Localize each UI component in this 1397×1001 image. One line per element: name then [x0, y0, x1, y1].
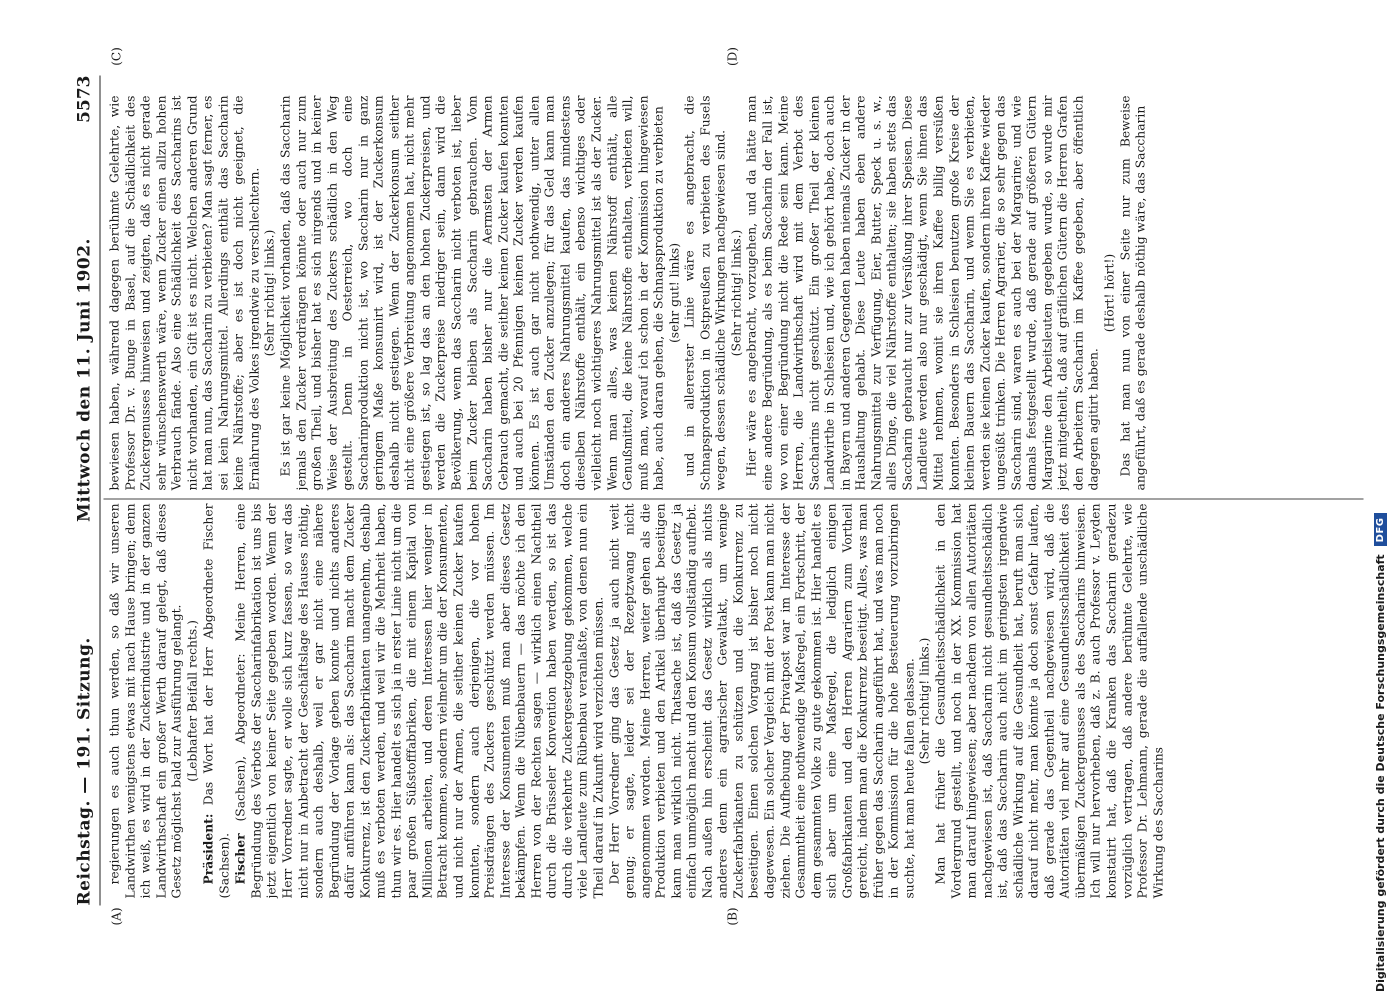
- dfg-credit-strip: [1369, 2, 1391, 992]
- column-divider: [104, 499, 1364, 500]
- margin-mark-d: (D): [725, 47, 740, 66]
- page-number: 5573: [74, 75, 95, 123]
- body-paragraph: regierungen es auch thun werden, so daß wir unseren Landwirthen wenigstens etwas mit nach Hause bringen; denn ich weiß, es wird in der Zuckerindustrie und in der ganzen Landwirthschaft ein großer Werth darauf gelegt, daß dieses Gesetz möglichst bald zur Ausführung gelangt.: [107, 503, 184, 899]
- rotated-page: [0, 1, 1397, 1001]
- margin-mark-b: (B): [725, 907, 740, 926]
- margin-mark-a: (A): [109, 907, 124, 926]
- interjection: (Sehr richtig! links.): [917, 637, 932, 765]
- body-paragraph: Der Herr Vorredner ging das Gesetz ja auch nicht weit genug; er sagte, leider sei der Rezeptzwang nicht angenommen worden. Meine Herren, weiter gehen als die Produktion verbieten und den Artikel überhaupt beseitigen kann man wirklich nicht. Thatsache ist, daß das Gesetz ja einfach unmöglich macht und den Konsum vollständig aufhebt. Nach außen hin erscheint das Gesetz wirklich als nichts anderes denn ein agrarischer Gewaltakt, um wenige Zuckerfabrikanten zu schützen und die Konkurrenz zu beseitigen. Einen solchen Vorgang ist bisher noch nicht dagewesen. Ein solcher Vergleich mit der Post kann man nicht ziehen. Die Aufhebung der Privatpost war im Interesse der Gesammtheit eine nothwendige Maßregel, ein Fortschritt, der dem gesammten Volke zu gute gekommen ist. Hier handelt es sich aber um eine Maßregel, die lediglich einigen Großfabrikanten und den Herren Agrariern zum Vortheil gereicht, indem man die Konkurrenz beseitigt. Alles, was man früher gegen das Saccharin angeführt hat, und was man noch in der Kommission für die hohe Besteuerung vorzubringen suchte, hat man heute fallen gelassen.: [607, 503, 917, 899]
- speech-text: Das Wort hat der Herr Abgeordnete Fischer (Sachsen).: [201, 503, 232, 899]
- interjection: (Sehr richtig! links.): [262, 229, 277, 357]
- running-head: [72, 76, 98, 906]
- interjection: (sehr gut! links): [667, 242, 682, 344]
- margin-mark-c: (C): [109, 47, 124, 66]
- header-session-title: Reichstag. — 191. Sitzung.: [74, 637, 95, 906]
- interjection: (Sehr richtig! links.): [729, 229, 744, 357]
- header-date: Mittwoch den 11. Juni 1902.: [74, 238, 95, 522]
- speaker-name: Präsident:: [200, 813, 216, 885]
- left-text-column: [108, 504, 1363, 899]
- speech-text: (Sachsen), Abgeordneter: Meine Herren, eine Begründung des Verbots der Saccharinfabrikation ist uns bis jetzt eigentlich von keiner Seite gegeben worden. Wenn der Herr Vorredner sagte, er wolle sich kurz fassen, so war das nicht nur in Anbetracht der Geschäftslage des Hauses nöthig, sondern auch deshalb, weil er gar nicht eine nähere Begründung der Vorlage geben konnte und nichts anderes dafür anführen kann als: das Saccharin macht dem Zucker Konkurrenz, ist den Zuckerfabrikanten unangenehm, deshalb muß es verboten werden, und weil wir die Mehrheit haben, thun wir es. Hier handelt es sich ja in erster Linie nicht um die paar großen Süßstofffabriken, die mit einem Kapital von Millionen arbeiten, und deren Interessen hier weniger in Betracht kommen, sondern vielmehr um die der Konsumenten, und nicht nur der Armen, die seither keinen Zucker kaufen konnten, sondern auch derjenigen, die vor hohen Preisdrängen des Zuckers geschützt werden müssen. Im Interesse der Konsumenten muß man aber dieses Gesetz bekämpfen. Wenn die Nübenbauern — das möchte ich den Herren von der Rechten sagen — wirklich einen Nachtheil durch die Brüsseler Konvention haben werden, so ist das durch die verkehrte Zuckergesetzgebung gekommen, welche viele Landleute zum Rübenbau veranlaßte, von denen nun ein Theil darauf in Zukunft wird verzichten müssen.: [233, 503, 606, 899]
- body-paragraph: bewiesen haben, während dagegen berühmte Gelehrte, wie Professor Dr. v. Bunge in Basel, auf die Schädlichkeit des Zuckergenusses hinweisen und zeigten, daß es nicht gerade sehr wünschenswerth wäre, wenn Zucker einen allzu hohen Verbrauch fände. Also eine Schädlichkeit des Saccharins ist nicht vorhanden, ein Gift ist es nicht. Welchen anderen Grund hat man nun, das Saccharin zu verbieten? Man sagt ferner, es sei kein Nahrungsmittel. Allerdings enthält das Saccharin keine Nährstoffe; aber es ist doch nicht geeignet, die Ernährung des Volkes irgendwie zu verschlechtern.: [107, 95, 262, 491]
- dfg-logo: DFG: [1374, 513, 1387, 546]
- header-rule: [100, 76, 101, 906]
- speech-paragraph: [233, 504, 607, 899]
- body-paragraph: und in allererster Linie wäre es angebracht, die Schnapsproduktion in Ostpreußen zu verbieten des Fusels wegen, dessen schädliche Wirkungen nachgewiesen sind.: [682, 95, 728, 491]
- body-paragraph: Hier wäre es angebracht, vorzugehen, und da hätte man eine andere Begründung, als es beim Saccharin der Fall ist, wo von einer Begründung nicht die Rede sein kann. Meine Herren, die Landwirthschaft wird mit dem Verbot des Saccharins nicht geschützt. Ein großer Theil der kleinen Landwirthe in Schlesien und, wie ich gehört habe, doch auch in Bayern und anderen Gegenden haben niemals Zucker in der Haushaltung gehabt. Diese Leute haben eben andere Nahrungsmittel zur Verfügung, Eier, Butter, Speck u. s. w., alles Dinge, die viel Nährstoffe enthalten; sie haben stets das Saccharin gebraucht nur zur Versüßung ihrer Speisen. Diese Landleute werden also nur geschädigt, wenn Sie ihnen das Mittel nehmen, womit sie ihren Kaffee billig versüßen konnten. Besonders in Schlesien benutzen große Kreise der kleinen Bauern das Saccharin, und wenn Sie es verbieten, werden sie keinen Zucker kaufen, sondern ihren Kaffee wieder ungesüßt trinken. Die Herren Agrarier, die so sehr gegen das Saccharin sind, waren es auch bei der Margarine; und wie damals festgestellt wurde, daß gerade auf größeren Gütern Margarine den Arbeitsleuten gegeben wurde, so wurde mir jetzt mitgetheilt, daß auf gräflichen Gütern die Herren Grafen den Arbeitern Saccharin im Kaffee gegeben, aber öffentlich dagegen agitirt haben.: [744, 95, 1101, 491]
- body-paragraph: Man hat früher die Gesundheitsschädlichkeit in den Vordergrund gestellt, und noch in der XX. Kommission hat man darauf hingewiesen; aber nachdem von allen Autoritäten nachgewiesen ist, daß Saccharin nicht gesundheitsschädlich ist, daß das Saccharin auch nicht im geringsten irgendwie schädliche Wirkung auf die Gesundheit hat, beruft man sich darauf nicht mehr, man könnte ja doch sonst Gefahr laufen, daß gerade das Gegentheil nachgewiesen wird, daß die Autoritäten viel mehr auf eine Gesundheitsschädlichkeit des übermäßigen Zuckergenusses als des Saccharins hinweisen. Ich will nur hervorheben, daß z. B. auch Professor v. Leyden konstatirt hat, daß die Kranken das Saccharin geradezu vorzüglich vertragen, daß andere berühmte Gelehrte, wie Professor Dr. Lehmann, gerade die auffallende unschädliche Wirkung des Saccharins: [933, 503, 1166, 899]
- interjection: (Hört! hört!): [1102, 253, 1117, 333]
- body-paragraph: Es ist gar keine Möglichkeit vorhanden, daß das Saccharin jemals den Zucker verdrängen könnte oder auch nur zum großen Theil, und bisher hat es sich nirgends und in keiner Weise der Ausbreitung des Zuckers schädlich in den Weg gestellt. Denn in Oesterreich, wo doch eine Saccharinproduktion nicht ist, wo Saccharin nur in ganz geringem Maße konsumirt wird, ist der Zuckerkonsum deshalb nicht gestiegen. Wenn der Zuckerkonsum seither nicht eine größere Verbreitung angenommen hat, nicht mehr gestiegen ist, so lag das an den hohen Zuckerpreisen, und werden die Zuckerpreise niedriger sein, dann wird die Bevölkerung, wenn das Saccharin nicht verboten ist, lieber beim Zucker bleiben als Saccharin gebrauchen. Vom Saccharin haben bisher nur die Aermsten der Armen Gebrauch gemacht, die seither keinen Zucker kaufen konnten und auch bei 20 Pfennigen keinen Zucker werden kaufen können. Es ist auch gar nicht nothwendig, unter allen Umständen den Zucker anzulegen; für das Geld kann man doch ein anderes Nahrungsmittel kaufen, das mindestens dieselben Nährstoffe enthält, ein ebenso wichtiges oder vielleicht noch wichtigeres Nahrungsmittel ist als der Zucker. Wenn man alles, was keinen Nährstoff enthält, alle Genußmittel, die keine Nährstoffe enthalten, verbieten will, muß man, worauf ich schon in der Kommission hingewiesen habe, auch daran gehen, die Schnapsproduktion zu verbieten: [278, 95, 666, 491]
- dfg-credit-text: Digitalisierung gefördert durch die Deutsche Forschungsgemeinschaft: [1373, 554, 1387, 992]
- interjection: (Lebhafter Beifall rechts.): [185, 620, 200, 782]
- speech-paragraph: [201, 504, 233, 899]
- body-paragraph: Das hat man nun von einer Seite nur zum Beweise angeführt, daß es gerade deshalb nöthig wäre, das Saccharin: [1118, 95, 1148, 491]
- speaker-name: Fischer: [232, 833, 248, 885]
- right-text-column: [108, 96, 1363, 491]
